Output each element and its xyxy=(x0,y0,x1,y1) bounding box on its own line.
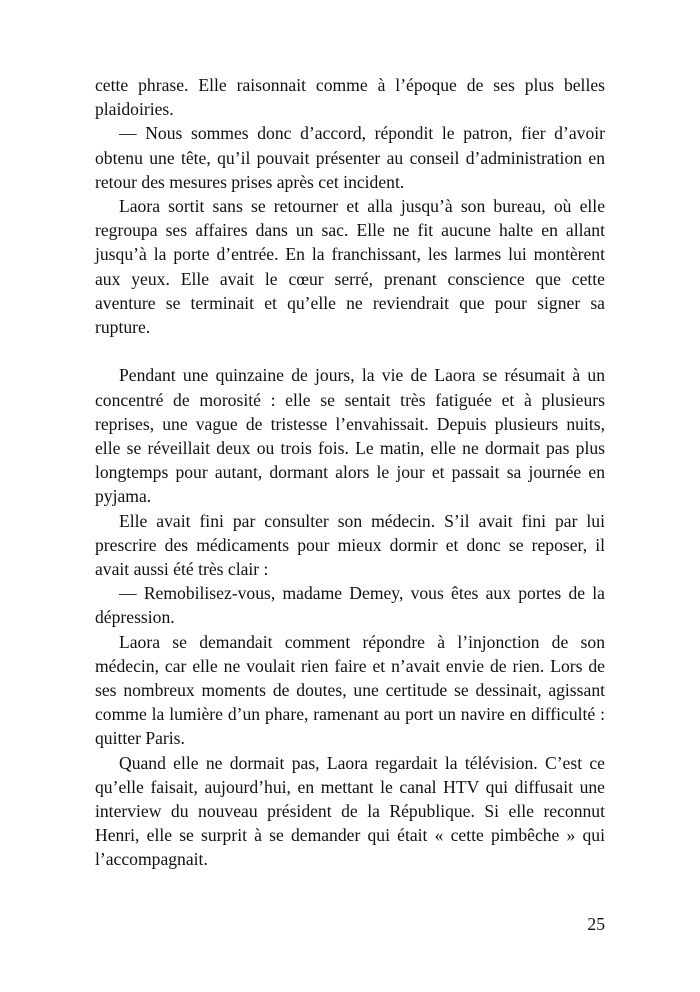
paragraph-7: Laora se demandait comment répondre à l’injonction de son médecin, car elle ne voulait rien faire et n’avait envie de rien. Lors de ses nombreux moments de doutes, une certitude se dessinait, agissant comme la lumière d’un phare, ramenant au port un navire en difficulté : quitter Paris. xyxy=(95,631,605,749)
paragraph-5: Elle avait fini par consulter son médecin. S’il avait fini par lui prescrire des médicaments pour mieux dormir et donc se reposer, il avait aussi été très clair : xyxy=(95,510,605,580)
paragraph-2: — Nous sommes donc d’accord, répondit le patron, fier d’avoir obtenu une tête, qu’il pouvait présenter au conseil d’administration en retour des mesures prises après cet incident. xyxy=(95,123,605,192)
paragraph-3: Laora sortit sans se retourner et alla jusqu’à son bureau, où elle regroupa ses affaires dans un sac. Elle ne fit aucune halte en allant jusqu’à la porte d’entrée. En la franchissant, les larmes lui montèrent aux yeux. Elle avait le cœur serré, prenant conscience que cette aventure se terminait et qu’elle ne reviendrait que pour signer sa rupture. xyxy=(95,196,605,338)
section-break xyxy=(95,339,605,363)
paragraph-8: Quand elle ne dormait pas, Laora regardait la télévision. C’est ce qu’elle faisait, aujourd’hui, en mettant le canal HTV qui diffusait une interview du nouveau président de la République. Si elle reconnut Henri, elle se surprit à se demander qui était « cette pimbêche » qui l’accompagnait. xyxy=(95,752,605,870)
paragraph-4: Pendant une quinzaine de jours, la vie de Laora se résumait à un concentré de morosité : elle se sentait très fatiguée et à plusieurs reprises, une vague de tristesse l’envahissait. Depuis plusieurs nuits, elle se réveillait deux ou trois fois. Le matin, elle ne dormait pas plus longtemps pour autant, dormant alors le jour et passait sa journée en pyjama. xyxy=(95,365,605,507)
paragraph-1: cette phrase. Elle raisonnait comme à l’époque de ses plus belles plaidoiries. xyxy=(95,75,605,120)
paragraph-6: — Remobilisez-vous, madame Demey, vous êtes aux portes de la dépression. xyxy=(95,583,605,628)
body-text xyxy=(95,73,605,872)
page-number: 25 xyxy=(587,914,605,934)
